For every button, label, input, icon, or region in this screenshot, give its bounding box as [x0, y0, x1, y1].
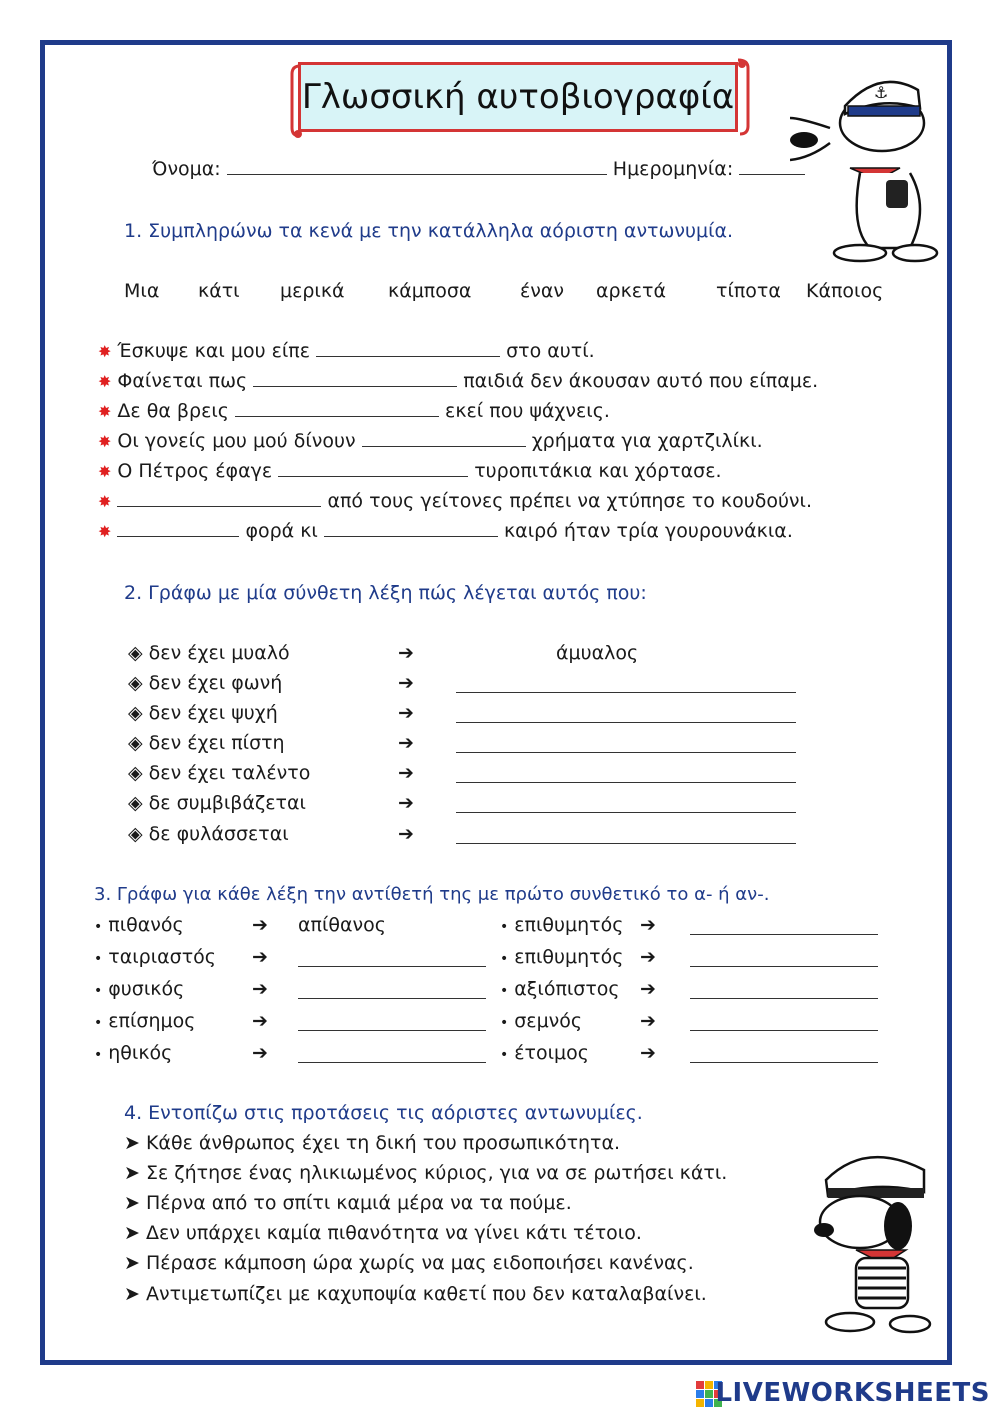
word-bank-mia: Μια	[124, 280, 160, 302]
answer-input-line[interactable]	[298, 1014, 486, 1031]
word-bank-tipota: τίποτα	[716, 280, 781, 302]
sentence-2: ✸ Φαίνεται πως παιδιά δεν άκουσαν αυτό που είπαμε.	[98, 370, 819, 392]
answer-input-line[interactable]	[298, 982, 486, 999]
antonym-item: • πιθανός	[94, 914, 184, 936]
blank-input[interactable]	[117, 520, 239, 537]
arrow-right-icon: ➔	[640, 1042, 656, 1064]
star-icon: ✸	[98, 522, 112, 541]
sentence-3: ✸ Δε θα βρεις εκεί που ψάχνεις.	[98, 400, 610, 422]
compound-item: ◈ δε συμβιβάζεται	[128, 792, 306, 814]
sentence-4: ✸ Οι γονείς μου μού δίνουν χρήματα για χαρτζιλίκι.	[98, 430, 763, 452]
bullet-icon: •	[94, 1015, 103, 1031]
star-icon: ✸	[98, 372, 112, 391]
diamond-bullet-icon: ◈	[128, 732, 143, 754]
bullet-icon: •	[94, 951, 103, 967]
word-bank-enan: έναν	[520, 280, 565, 302]
date-input-line[interactable]	[739, 158, 805, 175]
section4-heading: 4. Εντοπίζω στις προτάσεις τις αόριστες αντωνυμίες.	[124, 1102, 643, 1124]
answer-input-line[interactable]	[456, 827, 796, 844]
sentence-7: ✸ φορά κι καιρό ήταν τρία γουρουνάκια.	[98, 520, 793, 542]
chevron-right-icon: ➤	[124, 1283, 140, 1305]
title-box	[298, 62, 738, 132]
blank-input[interactable]	[117, 490, 321, 507]
diamond-bullet-icon: ◈	[128, 762, 143, 784]
antonym-item: • αξιόπιστος	[500, 978, 620, 1000]
title-banner	[290, 56, 750, 140]
arrow-right-icon: ➔	[252, 1010, 268, 1032]
blank-input[interactable]	[324, 520, 498, 537]
answer-input-line[interactable]	[690, 1014, 878, 1031]
sentence-5: ✸ Ο Πέτρος έφαγε τυροπιτάκια και χόρτασε.	[98, 460, 722, 482]
antonym-item: • φυσικός	[94, 978, 185, 1000]
answer-input-line[interactable]	[456, 766, 796, 783]
compound-item: ◈ δεν έχει φωνή	[128, 672, 283, 694]
chevron-right-icon: ➤	[124, 1132, 140, 1154]
bullet-icon: •	[500, 983, 509, 999]
compound-item: ◈ δεν έχει μυαλό	[128, 642, 290, 664]
arrow-right-icon: ➔	[640, 914, 656, 936]
arrow-right-icon: ➔	[398, 642, 414, 664]
sentence-1: ✸ Έσκυψε και μου είπε στο αυτί.	[98, 340, 595, 362]
antonym-item: • επίσημος	[94, 1010, 196, 1032]
arrow-right-icon: ➔	[398, 762, 414, 784]
compound-item: ◈ δε φυλάσσεται	[128, 823, 289, 845]
antonym-item: • ηθικός	[94, 1042, 173, 1064]
answer-input-line[interactable]	[456, 736, 796, 753]
chevron-right-icon: ➤	[124, 1162, 140, 1184]
name-field-row	[152, 158, 805, 180]
bullet-icon: •	[94, 983, 103, 999]
pronoun-sentence[interactable]: ➤ Σε ζήτησε ένας ηλικιωμένος κύριος, για να σε ρωτήσει κάτι.	[124, 1162, 728, 1184]
section1-heading: 1. Συμπληρώνω τα κενά με την κατάλληλα αόριστη αντωνυμία.	[124, 220, 734, 242]
pronoun-sentence[interactable]: ➤ Κάθε άνθρωπος έχει τη δική του προσωπικότητα.	[124, 1132, 621, 1154]
diamond-bullet-icon: ◈	[128, 672, 143, 694]
pronoun-sentence[interactable]: ➤ Πέρνα από το σπίτι καμιά μέρα να τα πούμε.	[124, 1192, 572, 1214]
name-input-line[interactable]	[227, 158, 607, 175]
answer-input-line[interactable]	[456, 676, 796, 693]
answer-input-line[interactable]	[298, 1046, 486, 1063]
antonym-item: • σεμνός	[500, 1010, 583, 1032]
blank-input[interactable]	[362, 430, 526, 447]
answer-input-line[interactable]	[456, 706, 796, 723]
section2-heading: 2. Γράφω με μία σύνθετη λέξη πώς λέγεται αυτός που:	[124, 582, 647, 604]
chevron-right-icon: ➤	[124, 1222, 140, 1244]
star-icon: ✸	[98, 432, 112, 451]
antonym-answer: απίθανος	[298, 914, 386, 936]
word-bank-arketa: αρκετά	[596, 280, 667, 302]
arrow-right-icon: ➔	[398, 792, 414, 814]
antonym-item: • επιθυμητός	[500, 914, 624, 936]
diamond-bullet-icon: ◈	[128, 823, 143, 845]
arrow-right-icon: ➔	[398, 732, 414, 754]
bullet-icon: •	[94, 1047, 103, 1063]
snoopy-sailor-bottom-illustration	[806, 1140, 946, 1340]
word-bank-kati: κάτι	[198, 280, 240, 302]
answer-input-line[interactable]	[298, 950, 486, 967]
date-label: Ημερομηνία:	[612, 158, 734, 180]
arrow-right-icon: ➔	[398, 702, 414, 724]
bullet-icon: •	[500, 1015, 509, 1031]
arrow-right-icon: ➔	[640, 1010, 656, 1032]
answer-input-line[interactable]	[456, 796, 796, 813]
answer-input-line[interactable]	[690, 918, 878, 935]
word-bank-merika: μερικά	[280, 280, 345, 302]
svg-text:⚓: ⚓	[874, 83, 889, 102]
arrow-right-icon: ➔	[640, 978, 656, 1000]
blank-input[interactable]	[278, 460, 468, 477]
arrow-right-icon: ➔	[398, 672, 414, 694]
bullet-icon: •	[94, 919, 103, 935]
bullet-icon: •	[500, 951, 509, 967]
pronoun-sentence[interactable]: ➤ Πέρασε κάμποση ώρα χωρίς να μας ειδοποιήσει κανένας.	[124, 1252, 694, 1274]
antonym-item: • ταιριαστός	[94, 946, 216, 968]
bullet-icon: •	[500, 919, 509, 935]
bullet-icon: •	[500, 1047, 509, 1063]
antonym-item: • επιθυμητός	[500, 946, 624, 968]
pronoun-sentence[interactable]: ➤ Δεν υπάρχει καμία πιθανότητα να γίνει κάτι τέτοιο.	[124, 1222, 642, 1244]
arrow-right-icon: ➔	[398, 823, 414, 845]
name-label: Όνομα:	[152, 158, 221, 180]
arrow-right-icon: ➔	[640, 946, 656, 968]
chevron-right-icon: ➤	[124, 1252, 140, 1274]
arrow-right-icon: ➔	[252, 1042, 268, 1064]
star-icon: ✸	[98, 402, 112, 421]
word-bank-kapoios: Κάποιος	[806, 280, 884, 302]
footer-brand[interactable]: LIVEWORKSHEETS	[715, 1378, 990, 1408]
compound-item: ◈ δεν έχει ταλέντο	[128, 762, 311, 784]
compound-item: ◈ δεν έχει πίστη	[128, 732, 285, 754]
compound-item: ◈ δεν έχει ψυχή	[128, 702, 278, 724]
blank-input[interactable]	[253, 370, 457, 387]
arrow-right-icon: ➔	[252, 914, 268, 936]
answer-input-line[interactable]	[690, 982, 878, 999]
star-icon: ✸	[98, 492, 112, 511]
pronoun-sentence[interactable]: ➤ Αντιμετωπίζει με καχυποψία καθετί που δεν καταλαβαίνει.	[124, 1283, 707, 1305]
page-title: Γλωσσική αυτοβιογραφία	[301, 77, 735, 117]
arrow-right-icon: ➔	[252, 946, 268, 968]
compound-answer: άμυαλος	[556, 642, 639, 664]
snoopy-sailor-illustration	[790, 48, 950, 263]
star-icon: ✸	[98, 462, 112, 481]
diamond-bullet-icon: ◈	[128, 792, 143, 814]
star-icon: ✸	[98, 342, 112, 361]
section3-heading: 3. Γράφω για κάθε λέξη την αντίθετή της με πρώτο συνθετικό το α- ή αν-.	[94, 884, 770, 905]
arrow-right-icon: ➔	[252, 978, 268, 1000]
blank-input[interactable]	[316, 340, 500, 357]
word-bank-kamposa: κάμποσα	[388, 280, 472, 302]
answer-input-line[interactable]	[690, 1046, 878, 1063]
answer-input-line[interactable]	[690, 950, 878, 967]
antonym-item: • έτοιμος	[500, 1042, 589, 1064]
diamond-bullet-icon: ◈	[128, 702, 143, 724]
diamond-bullet-icon: ◈	[128, 642, 143, 664]
blank-input[interactable]	[235, 400, 439, 417]
sentence-6: ✸ από τους γείτονες πρέπει να χτύπησε το κουδούνι.	[98, 490, 813, 512]
chevron-right-icon: ➤	[124, 1192, 140, 1214]
